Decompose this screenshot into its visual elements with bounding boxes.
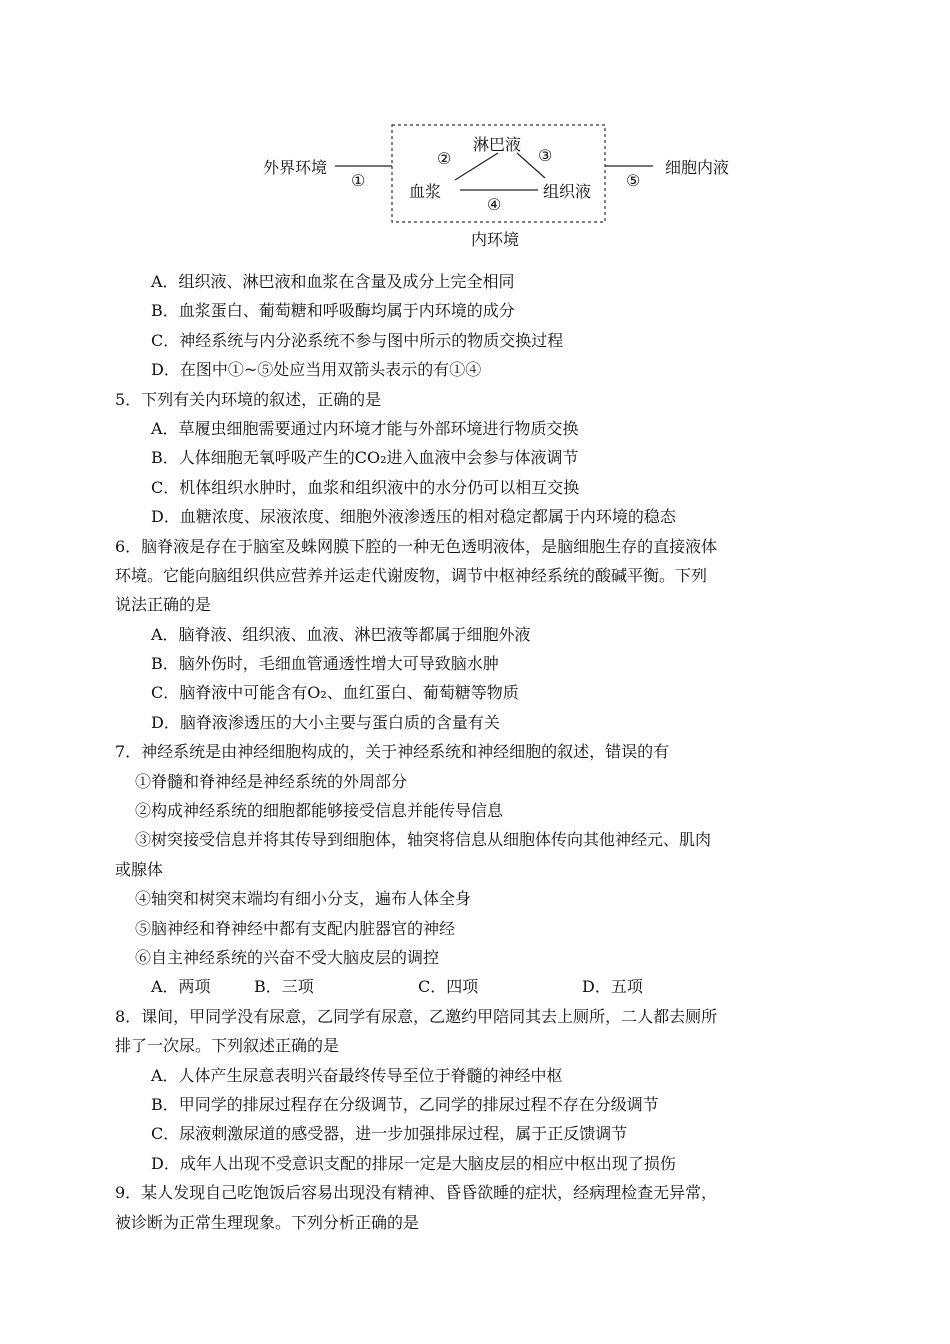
q7-options	[115, 972, 845, 1001]
plasma-label: 血浆	[409, 182, 442, 201]
lymph-label: 淋巴液	[473, 135, 522, 154]
q7-item-4: ④轴突和树突末端均有细小分支，遍布人体全身	[135, 889, 472, 909]
q5-option-b: B．人体细胞无氧呼吸产生的CO₂进入血液中会参与体液调节	[151, 448, 579, 468]
q4-option-c: C．神经系统与内分泌系统不参与图中所示的物质交换过程	[151, 330, 564, 350]
q6-option-a: A．脑脊液、组织液、血液、淋巴液等都属于细胞外液	[151, 624, 531, 644]
q7-item-3-continued: 或腺体	[115, 859, 164, 879]
q6-option-b: B．脑外伤时，毛细血管通透性增大可导致脑水肿	[151, 654, 499, 674]
q6-stem-line-1: 6．脑脊液是存在于脑室及蛛网膜下腔的一种无色透明液体，是脑细胞生存的直接液体	[115, 536, 718, 556]
q5-option-a: A．草履虫细胞需要通过内环境才能与外部环境进行物质交换	[151, 418, 579, 438]
external-environment-label: 外界环境	[263, 158, 328, 177]
q7-item-1: ①脊髓和脊神经是神经系统的外周部分	[135, 771, 408, 791]
q5-stem: 5．下列有关内环境的叙述，正确的是	[115, 389, 382, 409]
q7-item-5: ⑤脑神经和脊神经中都有支配内脏器官的神经	[135, 918, 456, 938]
q7-item-2: ②构成神经系统的细胞都能够接受信息并能传导信息	[135, 801, 504, 821]
question-list	[115, 267, 845, 1237]
q4-option-b: B．血浆蛋白、葡萄糖和呼吸酶均属于内环境的成分	[151, 301, 515, 321]
q6-option-c: C．脑脊液中可能含有O₂、血红蛋白、葡萄糖等物质	[151, 683, 519, 703]
q8-option-c: C．尿液刺激尿道的感受器，进一步加强排尿过程，属于正反馈调节	[151, 1124, 628, 1144]
mark-4: ④	[487, 195, 502, 214]
inner-environment-caption: 内环境	[471, 230, 520, 249]
q9-stem-line-2: 被诊断为正常生理现象。下列分析正确的是	[115, 1212, 420, 1232]
mark-2: ②	[437, 149, 452, 168]
mark-1: ①	[351, 171, 366, 190]
q6-stem-line-2: 环境。它能向脑组织供应营养并运走代谢废物，调节中枢神经系统的酸碱平衡。下列	[115, 565, 708, 585]
q5-option-c: C．机体组织水肿时，血浆和组织液中的水分仍可以相互交换	[151, 477, 580, 497]
q5-option-d: D．血糖浓度、尿液浓度、细胞外液渗透压的相对稳定都属于内环境的稳态	[151, 507, 676, 527]
q6-stem-line-3: 说法正确的是	[115, 595, 212, 615]
link-2	[455, 153, 498, 180]
q8-option-d: D．成年人出现不受意识支配的排尿一定是大脑皮层的相应中枢出现了损伤	[151, 1153, 676, 1173]
q6-option-d: D．脑脊液渗透压的大小主要与蛋白质的含量有关	[151, 712, 500, 732]
q9-stem-line-1: 9．某人发现自己吃饱饭后容易出现没有精神、昏昏欲睡的症状，经病理检查无异常，	[115, 1183, 718, 1203]
q7-item-6: ⑥自主神经系统的兴奋不受大脑皮层的调控	[135, 947, 440, 967]
tissue-fluid-label: 组织液	[543, 182, 592, 201]
q7-option-b: B．三项	[254, 977, 314, 997]
q8-option-b: B．甲同学的排尿过程存在分级调节，乙同学的排尿过程不存在分级调节	[151, 1094, 659, 1114]
q4-option-d: D．在图中①~⑤处应当用双箭头表示的有①④	[151, 360, 482, 380]
mark-5: ⑤	[626, 171, 641, 190]
q7-option-c: C．四项	[418, 977, 479, 997]
q4-option-a: A．组织液、淋巴液和血浆在含量及成分上完全相同	[151, 272, 515, 291]
intracellular-fluid-label: 细胞内液	[665, 158, 730, 177]
q7-stem: 7．神经系统是由神经细胞构成的，关于神经系统和神经细胞的叙述，错误的有	[115, 742, 670, 762]
q8-stem-line-2: 排了一次尿。下列叙述正确的是	[115, 1036, 340, 1056]
q8-stem-line-1: 8．课间，甲同学没有尿意，乙同学有尿意，乙邀约甲陪同其去上厕所，二人都去厕所	[115, 1006, 718, 1026]
environment-diagram	[255, 120, 755, 255]
mark-3: ③	[538, 146, 553, 165]
q7-item-3: ③树突接受信息并将其传导到细胞体，轴突将信息从细胞体传向其他神经元、肌肉	[135, 830, 712, 850]
q7-option-a: A．两项	[151, 977, 211, 997]
q7-option-d: D．五项	[582, 977, 643, 997]
q8-option-a: A．人体产生尿意表明兴奋最终传导至位于脊髓的神经中枢	[151, 1065, 563, 1085]
